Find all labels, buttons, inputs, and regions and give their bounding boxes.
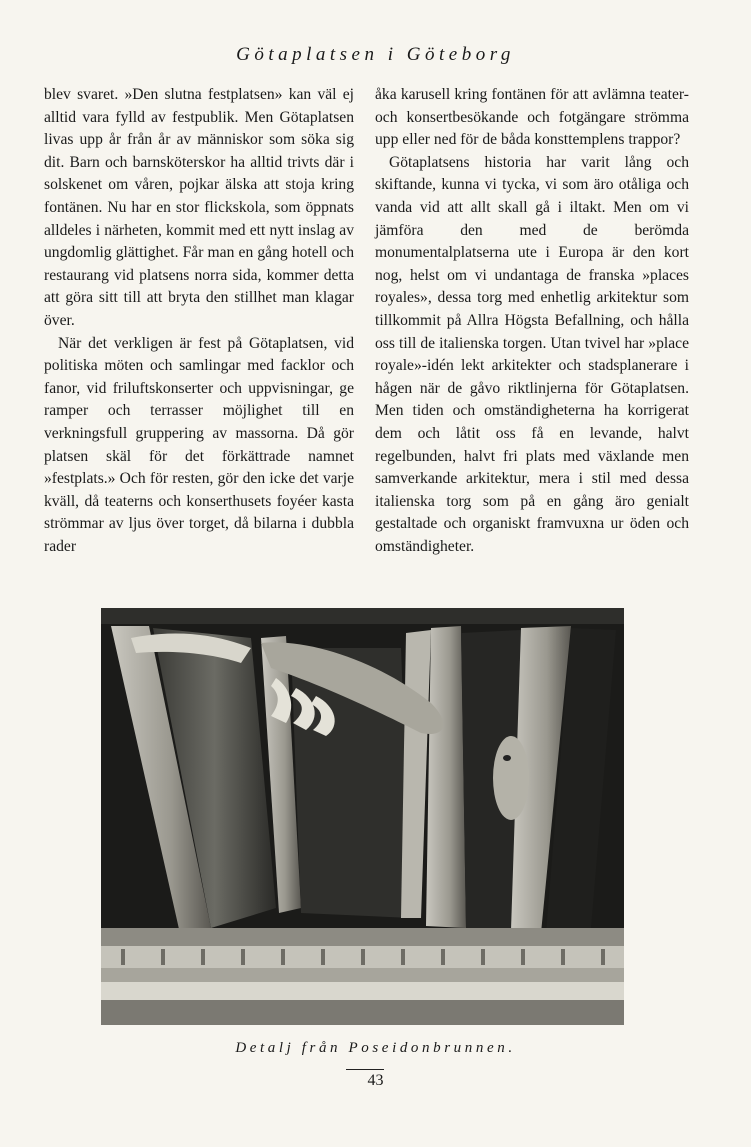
text-column-left <box>44 84 354 558</box>
fountain-detail-photo <box>101 608 624 1025</box>
paragraph: åka karusell kring fontänen för att avlämna teater- och konsertbesökande och fotgängare strömma upp eller ned för de båda konsttemplens trappor? <box>375 86 689 149</box>
divider <box>346 1069 384 1070</box>
page-number: 43 <box>367 1072 384 1089</box>
paragraph: När det verkligen är fest på Götaplatsen, vid politiska möten och samlingar med facklor och fanor, vid friluftskonserter och uppvisningar, ge ramper och terrasser möjlighet till en verkningsfull gruppering av massorna. Då gör platsen skäl för det förkättrade namnet »festplats.» Och för resten, gör den icke det varje kväll, då teaterns och konserthusets foyéer kasta strömmar av ljus över torget, då bilarna i dubbla rader <box>44 334 354 555</box>
running-title: Götaplatsen i Göteborg <box>236 44 515 65</box>
paragraph: blev svaret. »Den slutna festplatsen» kan väl ej alltid vara fylld av festpublik. Men Götaplatsen livas upp år från år av människor som söka sig dit. Barn och barnsköterskor ha alltid trivts där i solskenet om våren, pojkar älska att stoja kring fontänen. Nu har en stor flickskola, som öppnats alldeles i närheten, kommit med ett nytt inslag av ungdomlig glättighet. Får man en gång hotell och restaurang vid platsens norra sida, kommer detta att göra sitt till att bryta den stillhet man klagar över. <box>44 86 354 329</box>
photo-illustration <box>101 608 624 1025</box>
paragraph: Götaplatsens historia har varit lång och skiftande, kunna vi tycka, vi som äro otåliga och vanda vid att allt skall gå i iltakt. Men om vi jämföra den med de berömda monumentalplatserna ute i Europa är den kort nog, helst om vi undantaga de franska »places royales», dessa torg med enhetlig arkitektur som tillkommit på Allra Högsta Befallning, och hålla oss till de italienska torgen. Utan tvivel har »place royale»-idén lekt arkitekter och stadsplanerare i hågen när de gåvo riktlinjerna för Götaplatsen. Men tiden och omständigheterna ha korrigerat dem och låtit oss få en levande, halvt regelbunden, halvt fri plats med växlande men samverkande arkitektur, mera i stil med dessa italienska torg som på en gång äro genialt gestaltade och organiskt framvuxna ur öden och omständigheter. <box>375 153 689 555</box>
text-column-right <box>375 84 689 558</box>
figure-caption: Detalj från Poseidonbrunnen. <box>235 1040 516 1056</box>
